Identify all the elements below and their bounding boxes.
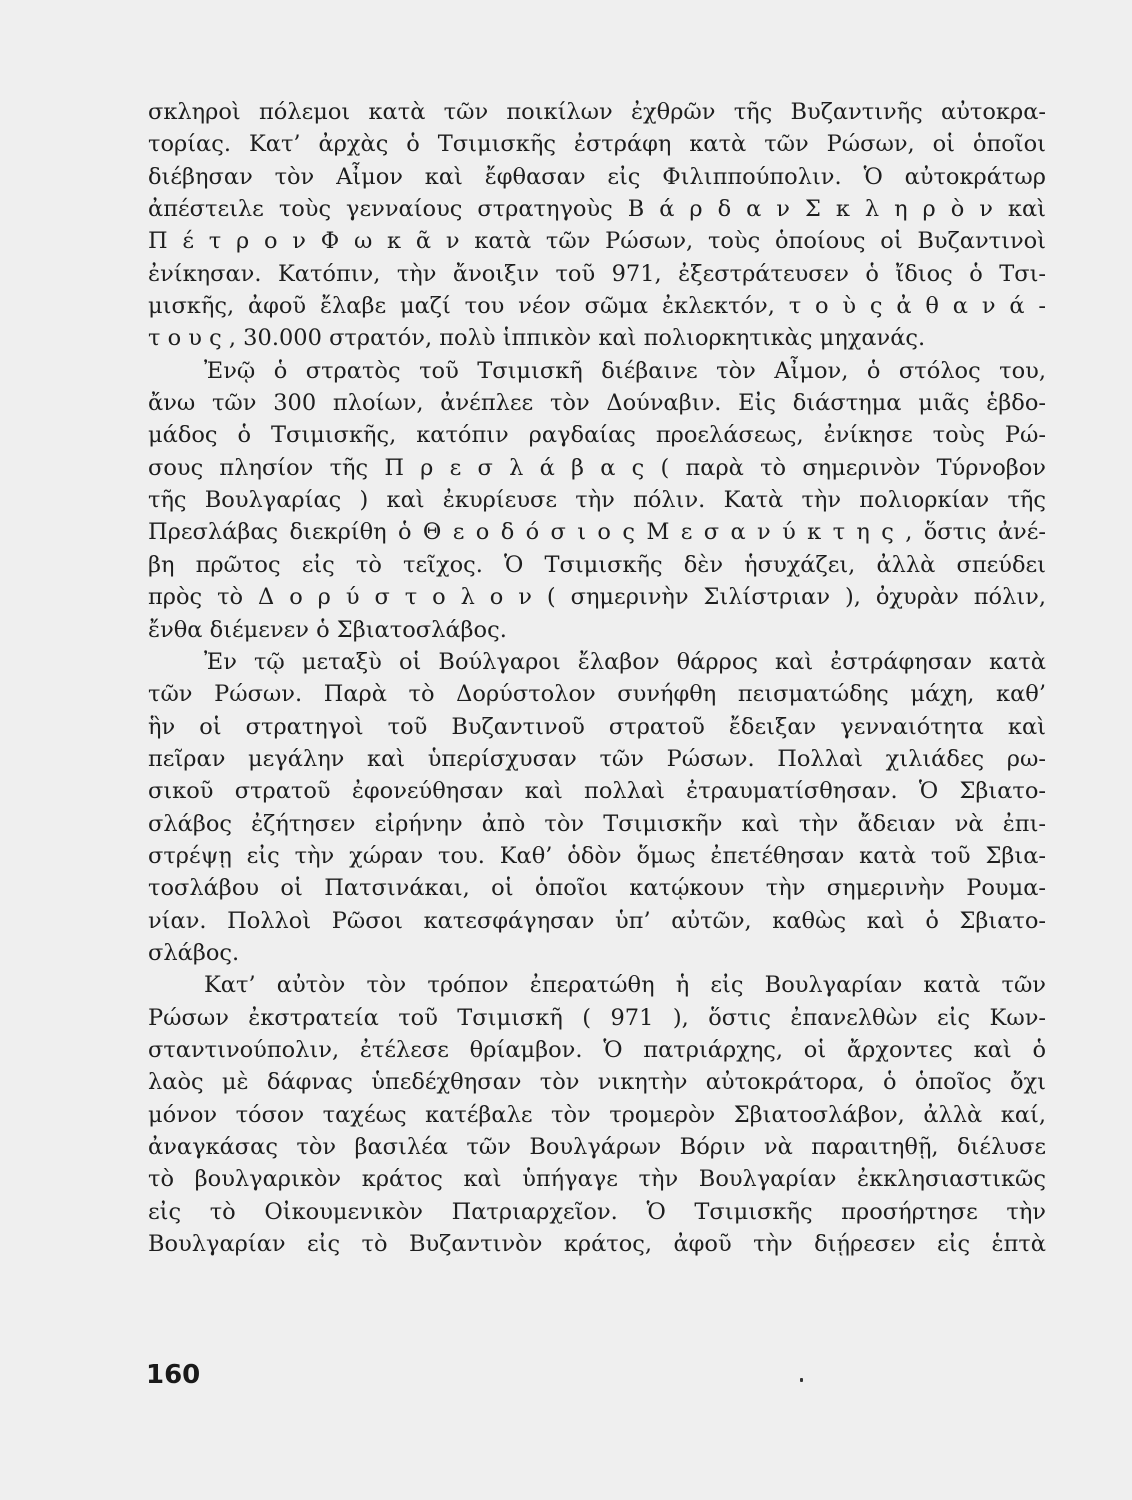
text-line: ἄνω τῶν 300 πλοίων, ἀνέπλεε τὸν Δούναβιν. Εἰς διάστημα μιᾶς ἑβδο- <box>148 390 1046 417</box>
text-line: ἀπέστειλε τοὺς γενναίους στρατηγοὺς Β ά ρ δ α ν Σ κ λ η ρ ὸ ν καὶ <box>148 196 1046 223</box>
text-line: ἀναγκάσας τὸν βασιλέα τῶν Βουλγάρων Βόριν νὰ παραιτηθῇ, διέλυσε <box>148 1134 1046 1160</box>
text-line: τορίας. Κατ’ ἀρχὰς ὁ Τσιμισκῆς ἐστράφη κατὰ τῶν Ρώσων, οἱ ὁποῖοι <box>148 131 1046 158</box>
text-line: σλάβος ἐζήτησεν εἰρήνην ἀπὸ τὸν Τσιμισκῆν καὶ τὴν ἄδειαν νὰ ἐπι- <box>148 810 1046 837</box>
text-line: διέβησαν τὸν Αἶμον καὶ ἔφθασαν εἰς Φιλιππούπολιν. Ὁ αὐτοκράτωρ <box>148 163 1046 190</box>
text-line: σκληροὶ πόλεμοι κατὰ τῶν ποικίλων ἐχθρῶν τῆς Βυζαντινῆς αὐτοκρα- <box>148 99 1046 125</box>
text-line: ἔνθα διέμενεν ὁ Σβιατοσλάβος. <box>148 616 507 643</box>
text-line: σους πλησίον τῆς Π ρ ε σ λ ά β α ς ( παρὰ τὸ σημερινὸν Τύρνοβον <box>148 454 1046 481</box>
text-line: Κατ’ αὐτὸν τὸν τρόπον ἐπερατώθη ἡ εἰς Βουλγαρίαν κατὰ τῶν <box>204 972 1046 999</box>
text-line: εἰς τὸ Οἰκουμενικὸν Πατριαρχεῖον. Ὁ Τσιμισκῆς προσήρτησε τὴν <box>148 1198 1046 1225</box>
text-line: πρὸς τὸ Δ ο ρ ύ σ τ ο λ ο ν ( σημερινὴν Σιλίστριαν ), ὀχυρὰν πόλιν, <box>148 584 1046 611</box>
text-line: τὸ βουλγαρικὸν κράτος καὶ ὑπήγαγε τὴν Βουλγαρίαν ἐκκλησιαστικῶς <box>148 1166 1046 1193</box>
text-line: τῆς Βουλγαρίας ) καὶ ἐκυρίευσε τὴν πόλιν. Κατὰ τὴν πολιορκίαν τῆς <box>148 487 1046 514</box>
text-line: στρέψῃ εἰς τὴν χώραν του. Καθ’ ὁδὸν ὅμως ἐπετέθησαν κατὰ τοῦ Σβια- <box>148 842 1046 869</box>
text-line: Ἐν τῷ μεταξὺ οἱ Βούλγαροι ἔλαβον θάρρος καὶ ἐστράφησαν κατὰ <box>204 648 1046 675</box>
text-line: νίαν. Πολλοὶ Ρῶσοι κατεσφάγησαν ὑπ’ αὐτῶν, καθὼς καὶ ὁ Σβιατο- <box>148 907 1046 934</box>
text-line: Ρώσων ἐκστρατεία τοῦ Τσιμισκῆ ( 971 ), ὅστις ἐπανελθὼν εἰς Κων- <box>148 1004 1046 1031</box>
text-line: ἣν οἱ στρατηγοὶ τοῦ Βυζαντινοῦ στρατοῦ ἔδειξαν γενναιότητα καὶ <box>148 713 1046 740</box>
text-line: μισκῆς, ἀφοῦ ἔλαβε μαζί του νέον σῶμα ἐκλεκτόν, τ ο ὺ ς ἀ θ α ν ά - <box>148 293 1046 320</box>
text-line: Ἐνῷ ὁ στρατὸς τοῦ Τσιμισκῆ διέβαινε τὸν Αἶμον, ὁ στόλος του, <box>204 357 1046 384</box>
text-line: μάδος ὁ Τσιμισκῆς, κατόπιν ραγδαίας προελάσεως, ἐνίκησε τοὺς Ρώ- <box>148 422 1046 449</box>
text-line: τ ο υ ς , 30.000 στρατόν, πολὺ ἱππικὸν καὶ πολιορκητικὰς μηχανάς. <box>148 325 926 352</box>
text-line: σλάβος. <box>148 939 240 966</box>
body-text <box>148 96 1046 1260</box>
text-line: Πρεσλάβας διεκρίθη ὁ Θ ε ο δ ό σ ι ο ς Μ ε σ α ν ύ κ τ η ς , ὅστις ἀνέ- <box>148 519 1046 546</box>
page-number: 160 <box>146 1360 201 1390</box>
text-line: ἐνίκησαν. Κατόπιν, τὴν ἄνοιξιν τοῦ 971, ἐξεστράτευσεν ὁ ἴδιος ὁ Τσι- <box>148 260 1046 287</box>
text-line: τῶν Ρώσων. Παρὰ τὸ Δορύστολον συνήφθη πεισματώδης μάχη, καθ’ <box>148 681 1046 708</box>
text-line: Βουλγαρίαν εἰς τὸ Βυζαντινὸν κράτος, ἀφοῦ τὴν διῄρεσεν εἰς ἑπτὰ <box>148 1231 1046 1258</box>
text-line: πεῖραν μεγάλην καὶ ὑπερίσχυσαν τῶν Ρώσων. Πολλαὶ χιλιάδες ρω- <box>148 745 1046 772</box>
text-line: λαὸς μὲ δάφνας ὑπεδέχθησαν τὸν νικητὴν αὐτοκράτορα, ὁ ὁποῖος ὄχι <box>148 1069 1046 1096</box>
text-line: σικοῦ στρατοῦ ἐφονεύθησαν καὶ πολλαὶ ἐτραυματίσθησαν. Ὁ Σβιατο- <box>148 778 1046 805</box>
text-line: Π έ τ ρ ο ν Φ ω κ ᾶ ν κατὰ τῶν Ρώσων, τοὺς ὁποίους οἱ Βυζαντινοὶ <box>148 228 1046 255</box>
text-line: σταντινούπολιν, ἐτέλεσε θρίαμβον. Ὁ πατριάρχης, οἱ ἄρχοντες καὶ ὁ <box>148 1036 1046 1063</box>
text-line: βη πρῶτος εἰς τὸ τεῖχος. Ὁ Τσιμισκῆς δὲν ἡσυχάζει, ἀλλὰ σπεύδει <box>148 551 1046 578</box>
text-line: μόνον τόσον ταχέως κατέβαλε τὸν τρομερὸν Σβιατοσλάβον, ἀλλὰ καί, <box>148 1101 1046 1128</box>
text-line: τοσλάβου οἱ Πατσινάκαι, οἱ ὁποῖοι κατῴκουν τὴν σημερινὴν Ρουμα- <box>148 875 1046 902</box>
ink-speck <box>800 1378 803 1382</box>
